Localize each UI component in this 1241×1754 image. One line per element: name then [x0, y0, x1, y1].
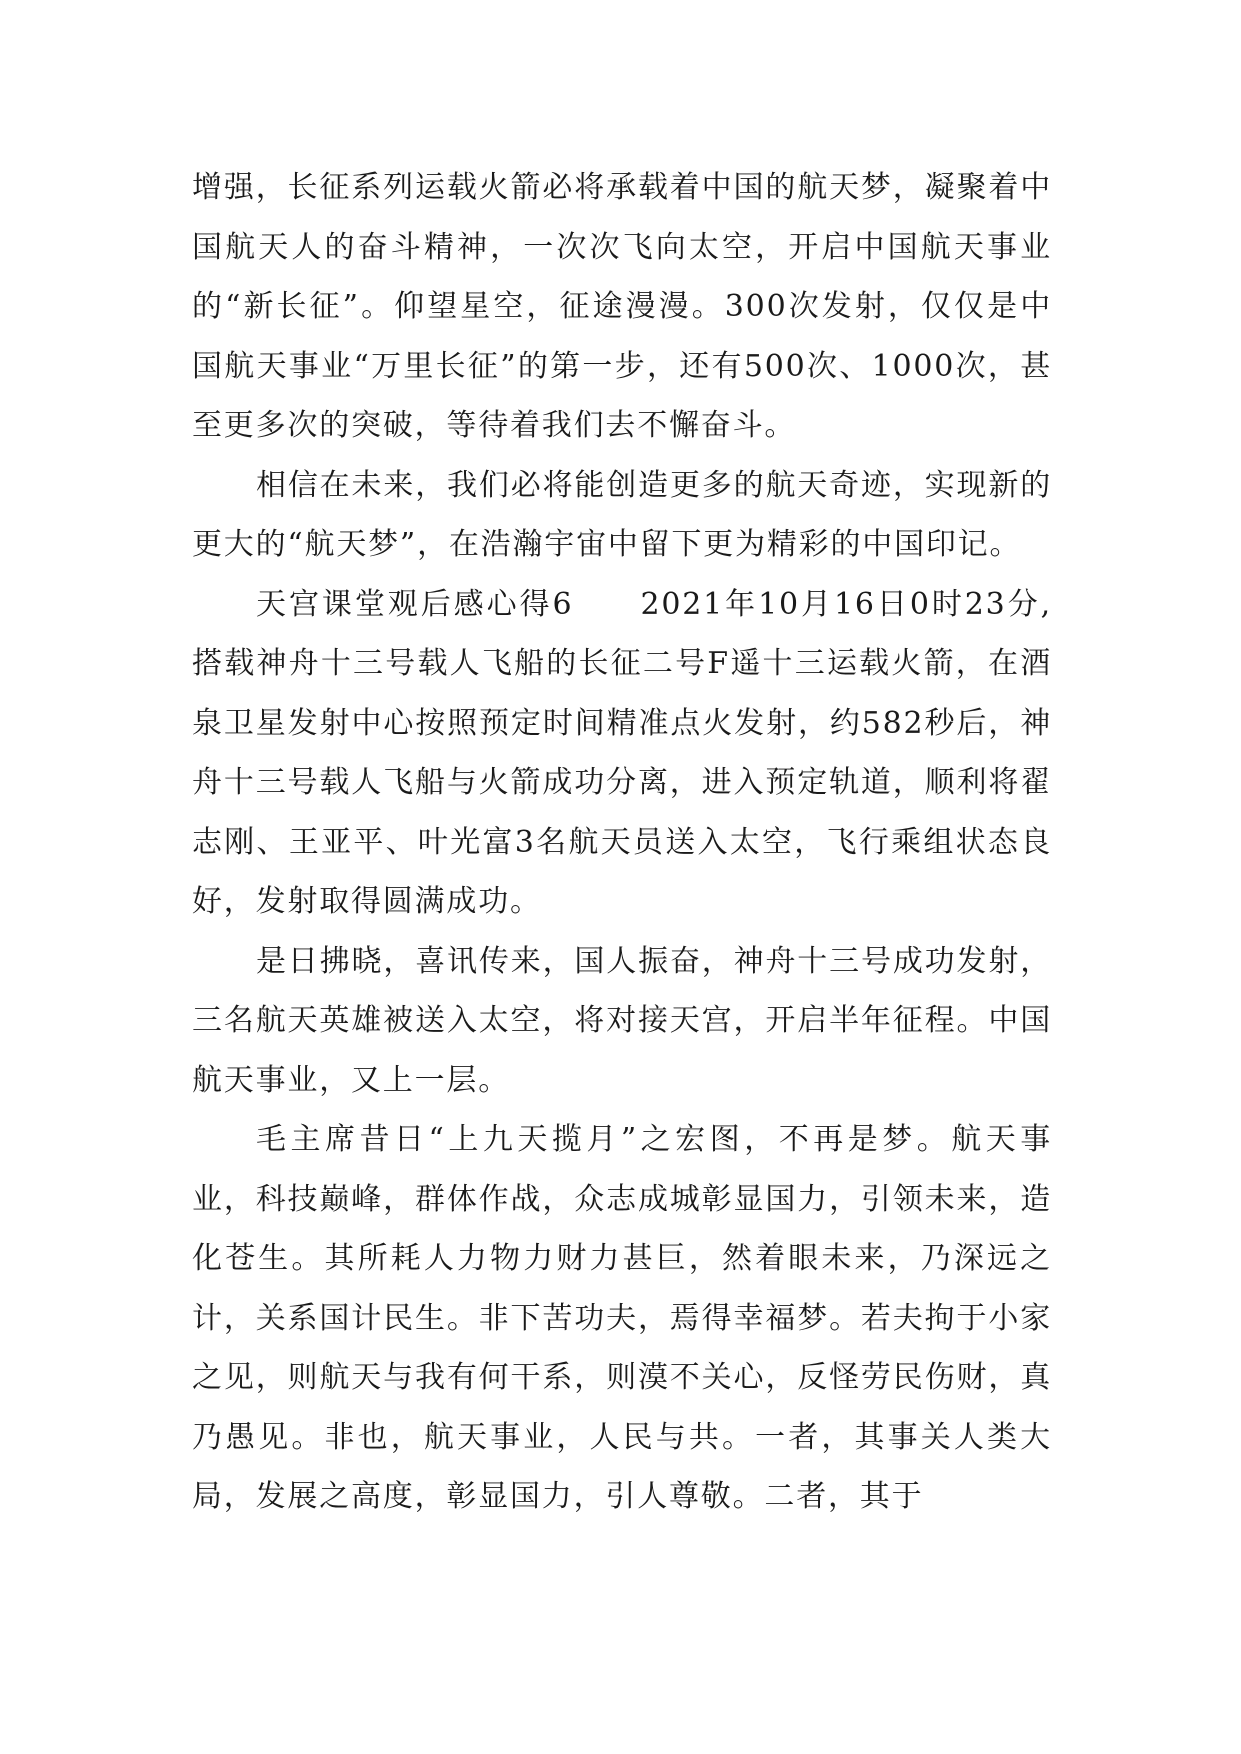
document-body: [192, 158, 1052, 1527]
paragraph-5: 毛主席昔日“上九天揽月”之宏图，不再是梦。航天事业，科技巅峰，群体作战，众志成城彰显国力，引领未来，造化苍生。其所耗人力物力财力甚巨，然着眼未来，乃深远之计，关系国计民生。非下苦功夫，焉得幸福梦。若夫拘于小家之见，则航天与我有何干系，则漠不关心，反怪劳民伤财，真乃愚见。非也，航天事业，人民与共。一者，其事关人类大局，发展之高度，彰显国力，引人尊敬。二者，其于: [192, 1122, 1052, 1514]
paragraph-4: 是日拂晓，喜讯传来，国人振奋，神舟十三号成功发射，三名航天英雄被送入太空，将对接天宫，开启半年征程。中国航天事业，又上一层。: [192, 943, 1052, 1098]
paragraph-1: 增强，长征系列运载火箭必将承载着中国的航天梦，凝聚着中国航天人的奋斗精神，一次次飞向太空，开启中国航天事业的“新长征”。仰望星空，征途漫漫。300次发射，仅仅是中国航天事业“万里长征”的第一步，还有500次、1000次，甚至更多次的突破，等待着我们去不懈奋斗。: [192, 170, 1052, 443]
paragraph-3: 天宫课堂观后感心得6 2021年10月16日0时23分,搭载神舟十三号载人飞船的长征二号F遥十三运载火箭，在酒泉卫星发射中心按照预定时间精准点火发射，约582秒后，神舟十三号载人飞船与火箭成功分离，进入预定轨道，顺利将翟志刚、王亚平、叶光富3名航天员送入太空，飞行乘组状态良好，发射取得圆满成功。: [192, 586, 1052, 919]
paragraph-2: 相信在未来，我们必将能创造更多的航天奇迹，实现新的更大的“航天梦”，在浩瀚宇宙中留下更为精彩的中国印记。: [192, 467, 1052, 562]
